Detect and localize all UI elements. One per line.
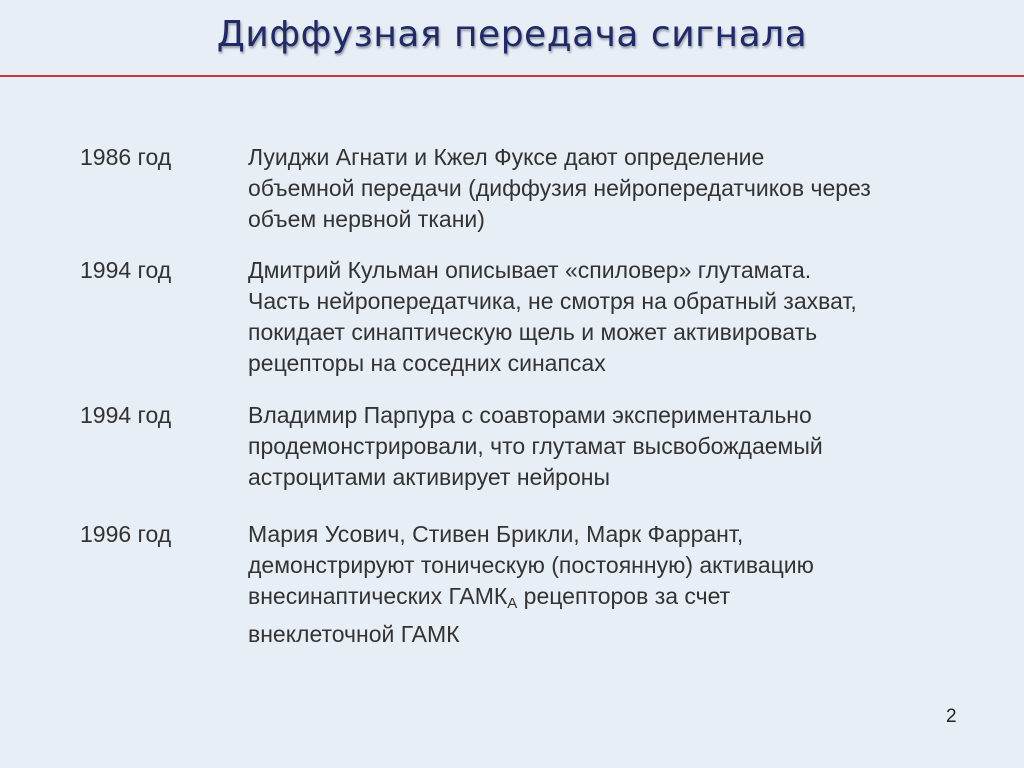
description-line: Владимир Парпура с соавторами экспериментально xyxy=(248,402,812,428)
description-line: продемонстрировали, что глутамат высвобождаемый xyxy=(248,433,823,459)
description-line: астроцитами активирует нейроны xyxy=(248,464,610,490)
line-text: внесинаптических ГАМК xyxy=(248,583,508,609)
description-line: объемной передачи (диффузия нейропередатчиков через xyxy=(248,175,871,201)
entry-year: 1994 год xyxy=(80,402,172,428)
description-line: Часть нейропередатчика, не смотря на обратный захват, xyxy=(248,288,857,314)
description-line: рецепторы на соседних синапсах xyxy=(248,350,606,376)
description-line: Дмитрий Кульман описывает «спиловер» глутамата. xyxy=(248,257,812,283)
description-line: объем нервной ткани) xyxy=(248,206,485,232)
entry-year: 1986 год xyxy=(80,144,172,170)
entry-description xyxy=(248,400,968,493)
description-line: внеклеточной ГАМК xyxy=(248,621,460,647)
description-line: Мария Усович, Стивен Брикли, Марк Фаррант, xyxy=(248,521,744,547)
entry-year: 1994 год xyxy=(80,257,172,283)
entry-description xyxy=(248,142,968,235)
slide-title: Диффузная передача сигнала xyxy=(216,14,808,55)
entry-description xyxy=(248,519,968,650)
subscript: А xyxy=(507,595,518,612)
title-divider xyxy=(0,75,1024,77)
entry-year: 1996 год xyxy=(80,521,172,547)
description-line: Луиджи Агнати и Кжел Фуксе дают определение xyxy=(248,144,765,170)
line-text: рецепторов за счет xyxy=(517,583,731,609)
page-number: 2 xyxy=(946,706,957,727)
description-line xyxy=(248,581,968,619)
entry-description xyxy=(248,255,968,379)
description-line: покидает синаптическую щель и может активировать xyxy=(248,319,818,345)
description-line: демонстрируют тоническую (постоянную) активацию xyxy=(248,552,814,578)
